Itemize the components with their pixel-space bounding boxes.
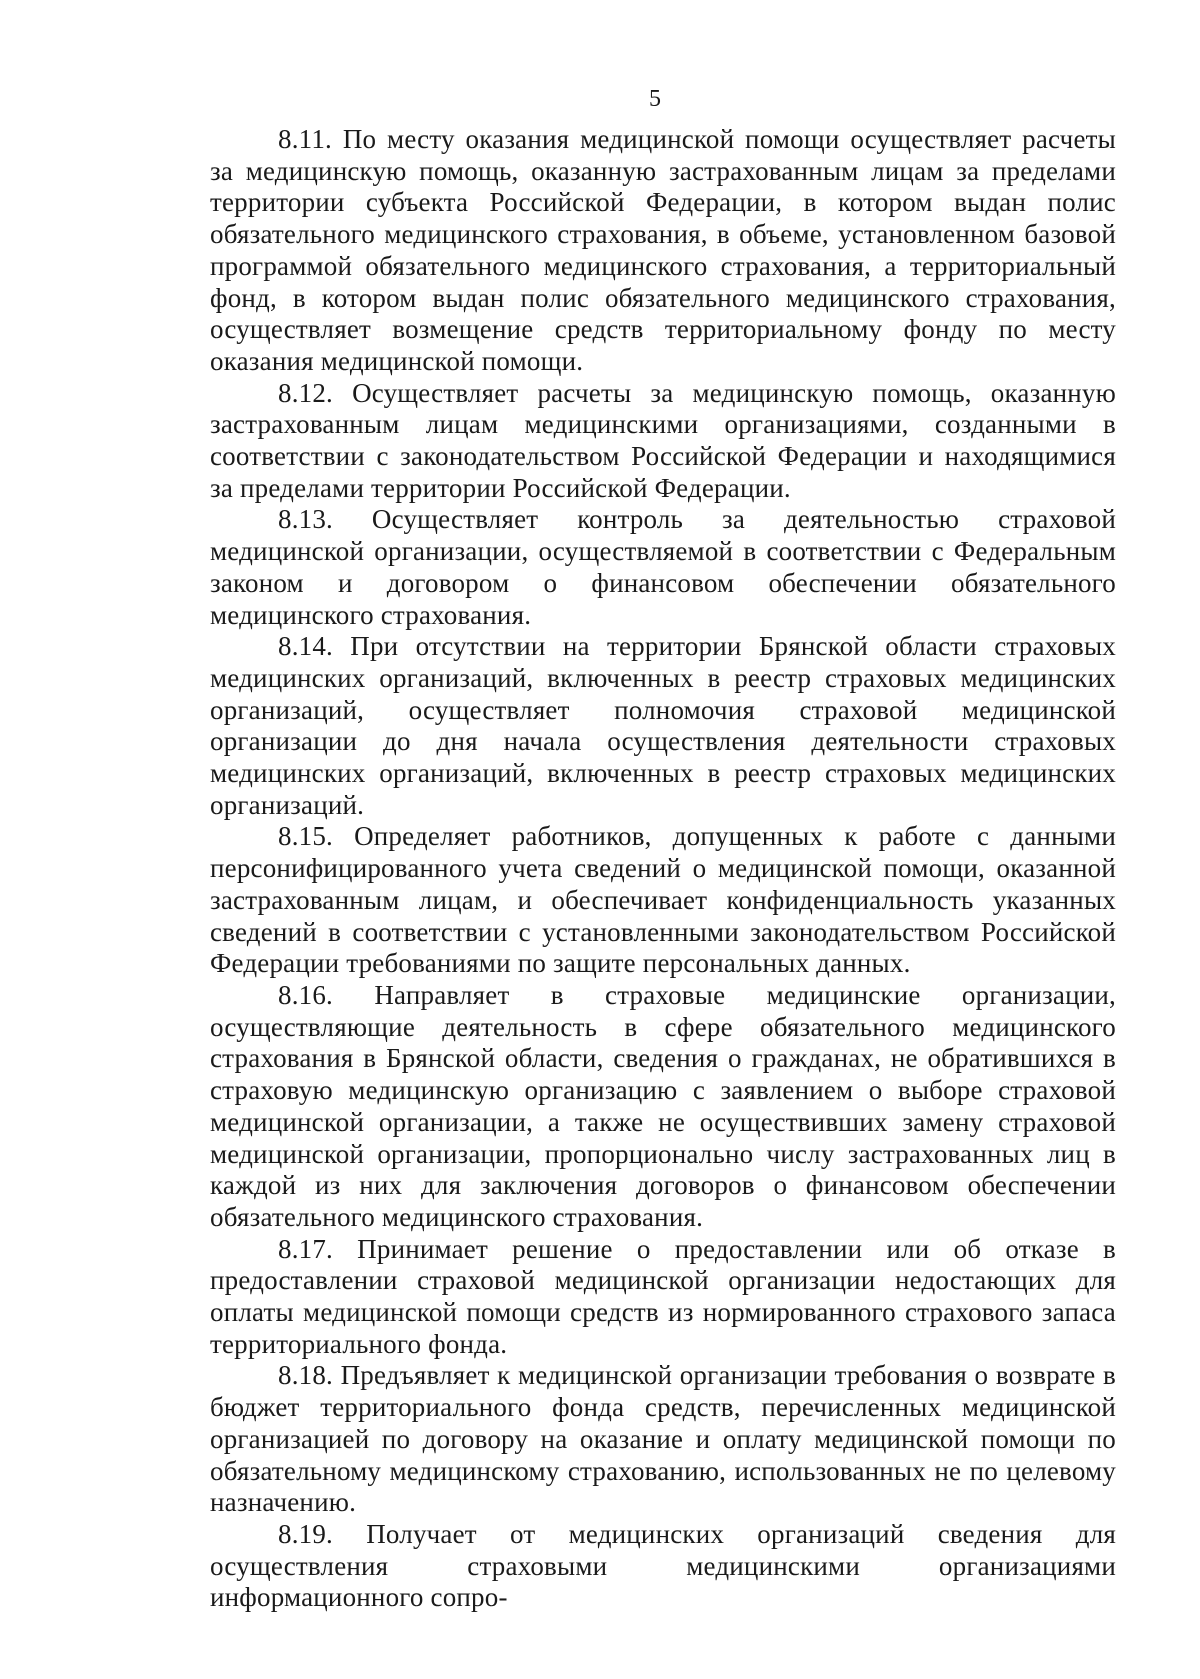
paragraph-8-15: 8.15. Определяет работников, допущенных к работе с данными персонифицированного учета сведений о медицинской помощи, оказанной застрахованным лицам, и обеспечивает конфиденциальность указанных сведений в соответствии с установленными законодательством Российской Федерации требованиями по защите персональных данных. [210,821,1116,979]
paragraph-8-19: 8.19. Получает от медицинских организаций сведения для осуществления страховыми медицинскими организациями информационного сопро- [210,1518,1116,1613]
document-body [210,124,1116,1614]
paragraph-8-17: 8.17. Принимает решение о предоставлении или об отказе в предоставлении страховой медицинской организации недостающих для оплаты медицинской помощи средств из нормированного страхового запаса территориального фонда. [210,1233,1116,1359]
paragraph-8-16: 8.16. Направляет в страховые медицинские организации, осуществляющие деятельность в сфере обязательного медицинского страхования в Брянской области, сведения о гражданах, не обратившихся в страховую медицинскую организацию с заявлением о выборе страховой медицинской организации, а также не осуществивших замену страховой медицинской организации, пропорционально числу застрахованных лиц в каждой из них для заключения договоров о финансовом обеспечении обязательного медицинского страхования. [210,979,1116,1232]
page-number: 5 [649,86,661,112]
paragraph-8-18: 8.18. Предъявляет к медицинской организации требования о возврате в бюджет территориального фонда средств, перечисленных медицинской организацией по договору на оказание и оплату медицинской помощи по обязательному медицинскому страхованию, использованных не по целевому назначению. [210,1360,1116,1518]
paragraph-8-11: 8.11. По месту оказания медицинской помощи осуществляет расчеты за медицинскую помощь, оказанную застрахованным лицам за пределами территории субъекта Российской Федерации, в котором выдан полис обязательного медицинского страхования, в объеме, установленном базовой программой обязательного медицинского страхования, а территориальный фонд, в котором выдан полис обязательного медицинского страхования, осуществляет возмещение средств территориальному фонду по месту оказания медицинской помощи. [210,124,1116,376]
paragraph-8-12: 8.12. Осуществляет расчеты за медицинскую помощь, оказанную застрахованным лицам медицинскими организациями, созданными в соответствии с законодательством Российской Федерации и находящимися за пределами территории Российской Федерации. [210,377,1116,503]
paragraph-8-13: 8.13. Осуществляет контроль за деятельностью страховой медицинской организации, осуществляемой в соответствии с Федеральным законом и договором о финансовом обеспечении обязательного медицинского страхования. [210,504,1116,630]
paragraph-8-14: 8.14. При отсутствии на территории Брянской области страховых медицинских организаций, включенных в реестр страховых медицинских организаций, осуществляет полномочия страховой медицинской организации до дня начала осуществления деятельности страховых медицинских организаций, включенных в реестр страховых медицинских организаций. [210,631,1116,820]
